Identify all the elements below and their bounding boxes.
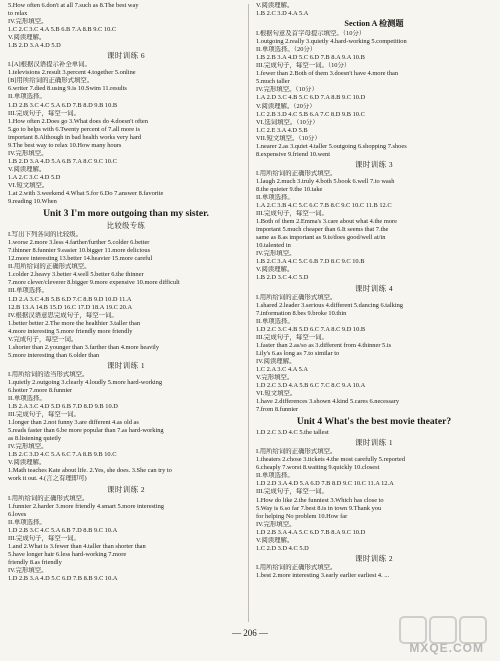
answer-line: 1.D 2.B 3.C 4.C 5.A 6.D 7.B 8.D 9.B 10.B — [8, 101, 118, 109]
answer-line: 1.C 2.C 3.C 4.A 5.B 6.B 7.A 8.B 9.C 10.C — [8, 26, 117, 34]
answer-line: Lily's 6.as long as 7.to similar to — [256, 349, 340, 357]
answer-line: I.用所给词的正确形式填空。 — [256, 448, 337, 456]
answer-line: 1.shared 2.leader 3.serious 4.different 5.dancing 6.talking — [256, 301, 403, 309]
answer-line: 1.D 2.C 3.D 4.A 5.B 6.C 7.C 8.C 9.A 10.A — [256, 382, 366, 390]
answer-line: VI.短文填空。 — [256, 390, 297, 398]
answer-line: 6.loves — [8, 510, 27, 518]
section-heading: 课时训练 6 — [106, 51, 146, 61]
answer-line: 1.B 2.B 3.A 4.D 5.C 6.D 7.B 8.A 9.A 10.B — [256, 54, 365, 62]
answer-line: for helping No problem 10.How far — [256, 512, 348, 520]
answer-line: I.根据句意及首字母提示填空。（10分） — [256, 30, 366, 38]
answer-line: to relax — [8, 10, 28, 18]
answer-line: 1.at 2.with 3.weekend 4.What 5.for 6.Do 7.answer 8.favorite — [8, 190, 164, 198]
answer-line: 5.Way is 6.so far 7.best 8.is in town 9.Thank you — [256, 504, 382, 512]
column-divider — [248, 4, 249, 622]
answer-line: III.完成句子，每空一词。 — [8, 411, 80, 419]
answer-line: III.完成句子，每空一词。 — [8, 534, 80, 542]
answer-line: II.单项选择。（20分） — [256, 46, 317, 54]
answer-line: V.阅读理解。 — [256, 536, 294, 544]
answer-line: IV.完形填空。（10分） — [256, 86, 318, 94]
answer-line: 1.How do like 2.the funniest 3.Which has close to — [256, 496, 384, 504]
left-column — [8, 2, 244, 583]
answer-line: III.完成句子，每空一词。（10分） — [256, 62, 351, 70]
answer-line: 7.more clever/cleverer 8.bigger 9.more expensive 10.more difficult — [8, 279, 180, 287]
answer-line: 1.C 2.B 3.D 4.C 5.B 6.A 7.C 8.D 9.B 10.C — [256, 110, 365, 118]
answer-line: 1.A 2.D 3.C 4.B 5.C 6.D 7.A 8.B 9.C 10.D — [256, 94, 366, 102]
answer-line: 1.B 2.D 3.A 4.D 5.A 6.B 7.A 8.C 9.C 10.C — [8, 157, 117, 165]
answer-line: IV.完形填空。 — [8, 443, 48, 451]
answer-line: IV.完形填空。 — [8, 18, 48, 26]
answer-line: 1.D 2.C 3.D 4.C 5.the tallest — [256, 429, 329, 437]
answer-line: 1.colder 2.heavy 3.better 4.well 5.better 6.the thinner — [8, 271, 144, 279]
section-heading: 课时训练 2 — [106, 484, 146, 494]
answer-line: 1.B 2.A 3.C 4.D 5.D 6.B 7.D 8.D 9.B 10.D — [8, 403, 118, 411]
answer-line: 1.A 2.C 3.C 4.D 5.D — [8, 173, 61, 181]
answer-line: 1.better better 2.The more the healthier 3.taller than — [8, 319, 141, 327]
answer-line: 8.the quieter 9.the 10.take — [256, 185, 323, 193]
answer-line: IV.阅读理解。 — [256, 357, 296, 365]
answer-line: 5.more interesting than 6.older than — [8, 351, 100, 359]
answer-line: 1.quietly 2.outgoing 3.clearly 4.loudly 5.more hard-working — [8, 378, 163, 386]
answer-line: 1.C 2.D 3.D 4.C 5.D — [256, 544, 309, 552]
answer-line: 1.D 2.B 3.C 4.C 5.A 6.B 7.D 8.B 9.C 10.A — [8, 526, 118, 534]
answer-line: 4.more interesting 5.more friendly more friendly — [8, 327, 133, 335]
answer-line: 1.B 2.D 3.C 4.C 5.D — [256, 274, 309, 282]
answer-line: V.完成句子，每空一词。 — [8, 335, 78, 343]
answer-line: II.单项选择。 — [256, 193, 294, 201]
answer-line: IV.根据汉语意思完成句子，每空一词。 — [8, 311, 118, 319]
answer-line: 1.Both of them 2.Emma's 3.care about what 4.the more — [256, 218, 397, 226]
answer-line: VI.选词填空。（10分） — [256, 118, 319, 126]
answer-line: VII.短文填空。（10分） — [256, 134, 321, 142]
section-heading: 比较级专练 — [106, 222, 146, 231]
watermark-name: MXQE.COM — [409, 641, 484, 655]
answer-line: II.用所给词的正确形式填空。 — [8, 263, 91, 271]
answer-line: 1.B 2.D 3.A 4.D 5.D — [8, 42, 61, 50]
answer-line: 6.cheaply 7.worst 8.waiting 9.quickly 10.closest — [256, 464, 380, 472]
section-heading: Unit 4 What's the best movie theater? — [296, 416, 452, 428]
answer-line: II.单项选择。 — [8, 93, 46, 101]
answer-line: 1.B 2.C 3.A 4.C 5.C 6.B 7.D 8.C 9.C 10.B — [256, 258, 365, 266]
answer-line: III.完成句子，每空一词。 — [256, 210, 328, 218]
answer-line: VI.短文填空。 — [8, 181, 49, 189]
answer-line: 5.reads faster than 6.be more popular than 7.as hard-working — [8, 427, 164, 435]
answer-line: III.完成句子，每空一词。 — [256, 488, 328, 496]
answer-line: 5.How often 6.don't at all 7.such as 8.The best way — [8, 2, 139, 9]
answer-line: 1.B 2.C 3.D 4.C 5.A 6.C 7.A 8.B 9.B 10.C — [8, 451, 117, 459]
answer-line: II.单项选择。 — [8, 518, 46, 526]
answer-line: 1.A 2.C 3.B 4.C 5.C 6.C 7.B 8.C 9.C 10.C 11.B 12.C — [256, 202, 392, 210]
answer-line: II.单项选择。 — [256, 472, 294, 480]
answer-line: V.阅读理解。 — [8, 34, 46, 42]
answer-line: 1.laugh 2.much 3.truly 4.both 5.book 6.well 7.to wash — [256, 177, 395, 185]
answer-line: 5.go to helps with 6.Twenty percent of 7.all more is — [8, 125, 140, 133]
answer-line: IV.完形填空。 — [256, 250, 296, 258]
answer-line: 12.more interesting 13.better 14.heavier 15.more careful — [8, 255, 153, 263]
answer-line: 9.The best way to relax 10.How many hours — [8, 141, 122, 149]
answer-line: 1.How often 2.Does go 3.What does do 4.doesn't often — [8, 117, 148, 125]
answer-line: V.阅读理解。 — [8, 459, 46, 467]
answer-line: 1.C 2.E 3.A 4.D 5.B — [256, 126, 308, 134]
answer-line: [B]用所给词的正确形式填空。 — [8, 77, 94, 85]
answer-line: 1.have 2.differences 3.shown 4.kind 5.cares 6.necessary — [256, 398, 400, 406]
answer-line: 1.outgoing 2.really 3.quietly 4.hard-working 5.competition — [256, 38, 407, 46]
answer-line: 1.nearer 2.as 3.quiet 4.taller 5.outgoing 6.shopping 7.shoes — [256, 142, 407, 150]
section-heading: 课时训练 2 — [354, 553, 394, 563]
answer-line: same as 8.as important as 9.is/does good/well at/in — [256, 234, 386, 242]
answer-line: 1.longer than 2.not funny 3.are different 4.as old as — [8, 419, 139, 427]
answer-line: 8.expensive 9.friend 10.went — [256, 150, 331, 158]
answer-line: 1.faster than 2.as/so as 3.different from 4.thinner 5.is — [256, 341, 392, 349]
answer-line: 1.funnier 2.harder 3.more friendly 4.smart 5.more interesting — [8, 502, 164, 510]
answer-line: III.完成句子，每空一词。 — [8, 109, 80, 117]
right-column — [256, 2, 492, 580]
answer-line: 1.best 2.more interesting 3.early earlier earliest 4. ... — [256, 571, 390, 579]
answer-line: III.完成句子，每空一词。 — [256, 333, 328, 341]
answer-line: I.用所给词的正确形式填空。 — [256, 169, 337, 177]
answer-line: V.阅读理解。 — [256, 266, 294, 274]
answer-line: 1.fewer than 2.Both of them 3.doesn't have 4.more than — [256, 70, 399, 78]
answer-line: V.阅读理解。（20分） — [256, 102, 316, 110]
answer-line: important 5.much cheaper than 6.It seems that 7.the — [256, 226, 389, 234]
answer-line: 1.D 2.A 3.C 4.B 5.B 6.D 7.C 8.B 9.D 10.D 11.A — [8, 295, 132, 303]
answer-line: as 8.listening quietly — [8, 435, 62, 443]
answer-line: 1.theaters 2.chose 3.tickets 4.the most carefully 5.reported — [256, 456, 405, 464]
answer-line: 1.televisions 2.result 3.percent 4.together 5.online — [8, 69, 136, 77]
answer-line: 5.have longer hair 6.less hard-working 7.more — [8, 550, 127, 558]
section-heading: Section A 检测题 — [344, 19, 404, 29]
answer-line: V.完形填空。 — [256, 373, 294, 381]
answer-line: V.阅读理解。 — [8, 165, 46, 173]
answer-line: I.写出下列各词的比较级。 — [8, 231, 83, 239]
answer-line: 1.D 2.C 3.C 4.B 5.D 6.C 7.A 8.C 9.D 10.B — [256, 325, 366, 333]
answer-line: 7.from 8.funnier — [256, 406, 299, 414]
section-heading: 课时训练 1 — [106, 360, 146, 370]
answer-line: 1.and 2.What is 3.fewer than 4.taller than shorter than — [8, 542, 146, 550]
answer-line: 6.hotter 7.more 8.funnier — [8, 386, 73, 394]
section-heading: 课时训练 1 — [354, 438, 394, 448]
answer-line: 1.shorter than 2.younger than 3.farther than 4.more heavily — [8, 343, 160, 351]
answer-line: II.单项选择。 — [8, 395, 46, 403]
answer-line: important 8.Although in bad health works very hard — [8, 133, 142, 141]
answer-line: IV.完形填空。 — [8, 566, 48, 574]
answer-line: III.单项选择。 — [8, 287, 48, 295]
section-heading: 课时训练 3 — [354, 159, 394, 169]
answer-line: I.[A]根据汉语提示补全单词。 — [8, 61, 91, 69]
answer-line: work it out. 4.(言之有理即可) — [8, 475, 87, 483]
answer-line: 6.writer 7.died 8.using 9.is 10.Swim 11.results — [8, 85, 127, 93]
answer-line: I.用所给词的适当形式填空。 — [8, 370, 89, 378]
answer-line: 1.B 2.C 3.D 4.A 5.A — [256, 10, 309, 18]
answer-line: 1.D 2.B 3.A 4.D 5.C 6.D 7.B 8.B 9.C 10.A — [8, 575, 118, 582]
answer-line: 1.D 2.B 3.A 4.A 5.C 6.D 7.B 8.A 9.C 10.D — [256, 528, 366, 536]
page-number: — 206 — — [232, 628, 268, 638]
answer-line: II.单项选择。 — [256, 317, 294, 325]
answer-line: IV.完形填空。 — [8, 149, 48, 157]
answer-line: I.用所给词的正确形式填空。 — [8, 494, 89, 502]
answer-line: IV.完形填空。 — [256, 520, 296, 528]
answer-line: 7.thinner 8.funnier 9.easier 10.bigger 11.more delicious — [8, 247, 151, 255]
answer-line: I.用所给词的正确形式填空。 — [256, 293, 337, 301]
answer-line: 9.reading 10.When — [8, 198, 57, 206]
answer-line: 7.information 8.bes 9.broke 10.thin — [256, 309, 347, 317]
answer-line: 10.talented in — [256, 242, 291, 250]
answer-line: 12.B 13.A 14.B 15.D 16.C 17.D 18.A 19.C 20.A — [8, 303, 133, 311]
answer-line: V.阅读理解。 — [256, 2, 294, 9]
section-heading: 课时训练 4 — [354, 283, 394, 293]
answer-line: friendly 8.as friendly — [8, 558, 62, 566]
answer-line: 5.much taller — [256, 78, 290, 86]
answer-line: 1.worse 2.more 3.less 4.farther/further 5.colder 6.better — [8, 239, 150, 247]
section-heading: Unit 3 I'm more outgoing than my sister. — [43, 208, 209, 220]
answer-line: 1.Math teaches Kate about life. 2.Yes, she does. 3.She can try to — [8, 467, 172, 475]
answer-line: I.用所给词的正确形式填空。 — [256, 563, 337, 571]
answer-line: 1.C 2.A 3.C 4.A 5.A — [256, 365, 309, 373]
answer-line: 1.D 2.D 3.A 4.D 5.A 6.D 7.B 8.D 9.C 10.C 11.A 12.A — [256, 480, 394, 488]
